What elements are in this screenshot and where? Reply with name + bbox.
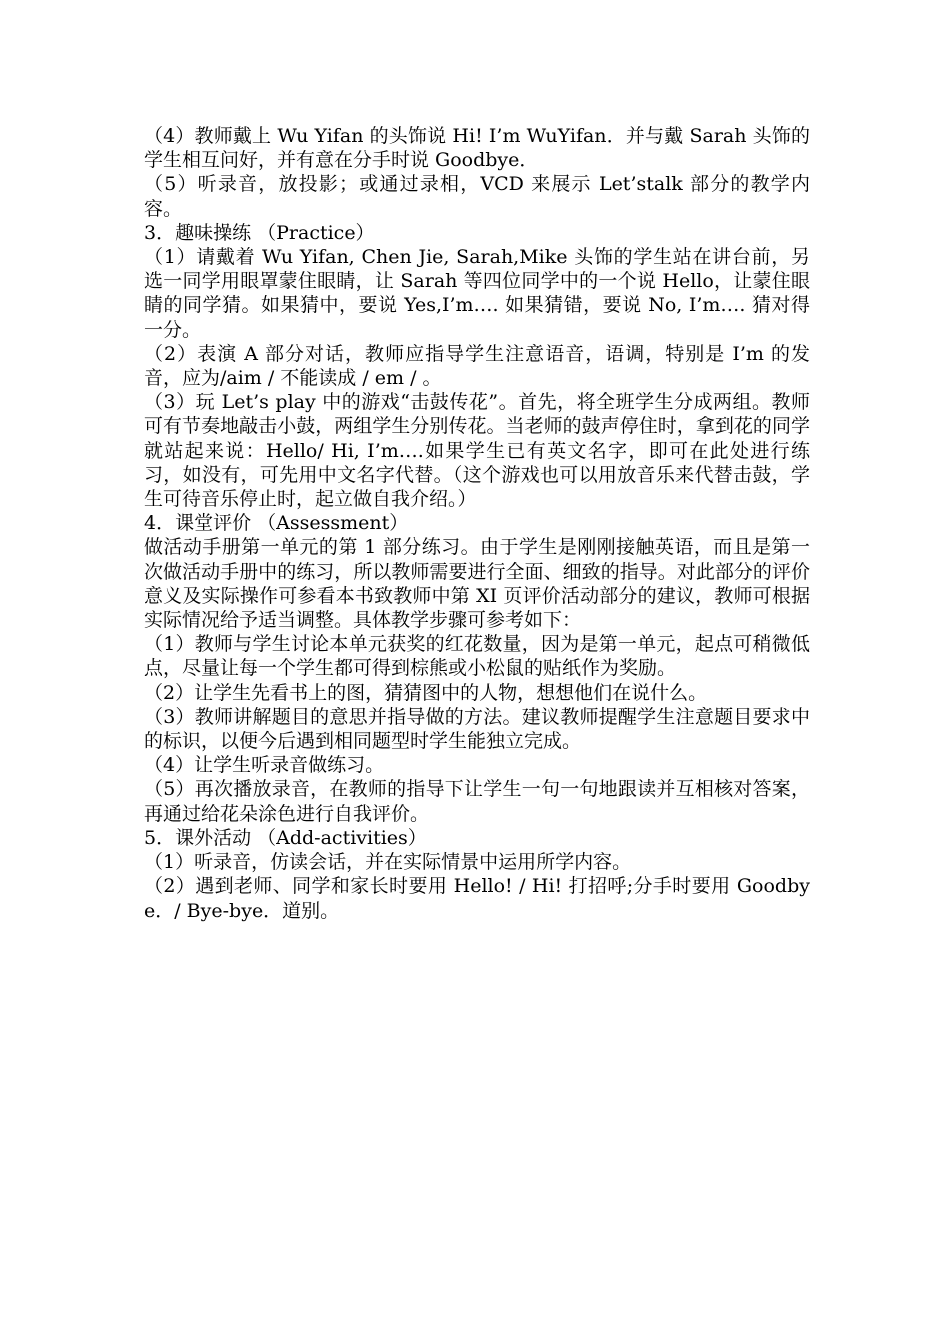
paragraph-assessment-5: （5）再次播放录音，在教师的指导下让学生一句一句地跟读并互相核对答案，再通过给花朵涂色进行自我评价。 [144,778,810,825]
section-heading-add-activities: 5．课外活动 （Add-activities） [144,826,427,849]
paragraph-assessment-3: （3）教师讲解题目的意思并指导做的方法。建议教师提醒学生注意题目要求中的标识，以便今后遇到相同题型时学生能独立完成。 [144,705,810,753]
paragraph-step-5-recording: （5）听录音，放投影；或通过录相，VCD 来展示 Let’stalk 部分的教学内容。 [144,173,810,220]
paragraph-add-activities-2: （2）遇到老师、同学和家长时要用 Hello! / Hi! 打招呼;分手时要用 Goodbye．/ Bye-bye．道别。 [144,875,810,922]
paragraph-assessment-2: （2）让学生先看书上的图，猜猜图中的人物，想想他们在说什么。 [144,681,708,704]
section-heading-practice: 3．趣味操练 （Practice） [144,221,375,244]
paragraph-practice-3: （3）玩 Let’s play 中的游戏“击鼓传花”。首先，将全班学生分成两组。教师可有节奏地敲击小鼓，两组学生分别传花。当老师的鼓声停住时，拿到花的同学就站起来说：Hello/ Hi, I’m….如果学生已有英文名字，即可在此处进行练习，如没有，可先用中文名字代替。（这个游戏也可以用放音乐来代替击鼓，学生可待音乐停止时，起立做自我介绍。） [144,391,810,511]
section-heading-assessment: 4．课堂评价 （Assessment） [144,512,409,535]
paragraph-assessment-1: （1）教师与学生讨论本单元获奖的红花数量，因为是第一单元，起点可稍微低点，尽量让每一个学生都可得到棕熊或小松鼠的贴纸作为奖励。 [144,633,810,680]
document-body [144,124,810,923]
paragraph-step-4-headdress: （4）教师戴上 Wu Yifan 的头饰说 Hi! I’m WuYifan．并与戴 Sarah 头饰的学生相互问好，并有意在分手时说 Goodbye． [144,125,810,172]
paragraph-practice-2: （2）表演 A 部分对话，教师应指导学生注意语音，语调，特别是 I’m 的发音，应为/aim / 不能读成 / em / 。 [144,342,810,390]
paragraph-practice-1: （1）请戴着 Wu Yifan, Chen Jie, Sarah,Mike 头饰的学生站在讲台前，另选一同学用眼罩蒙住眼睛，让 Sarah 等四位同学中的一个说 Hello，让蒙住眼睛的同学猜。如果猜中，要说 Yes,I’m…. 如果猜错，要说 No, I’m…. 猜对得一分。 [144,246,810,341]
paragraph-add-activities-1: （1）听录音，仿读会话，并在实际情景中运用所学内容。 [144,851,632,874]
paragraph-assessment-4: （4）让学生听录音做练习。 [144,754,385,777]
paragraph-assessment-intro: 做活动手册第一单元的第 1 部分练习。由于学生是刚刚接触英语，而且是第一次做活动手册中的练习，所以教师需要进行全面、细致的指导。对此部分的评价意义及实际操作可参看本书致教师中第 XI 页评价活动部分的建议，教师可根据实际情况给予适当调整。具体教学步骤可参考如下： [144,536,810,632]
